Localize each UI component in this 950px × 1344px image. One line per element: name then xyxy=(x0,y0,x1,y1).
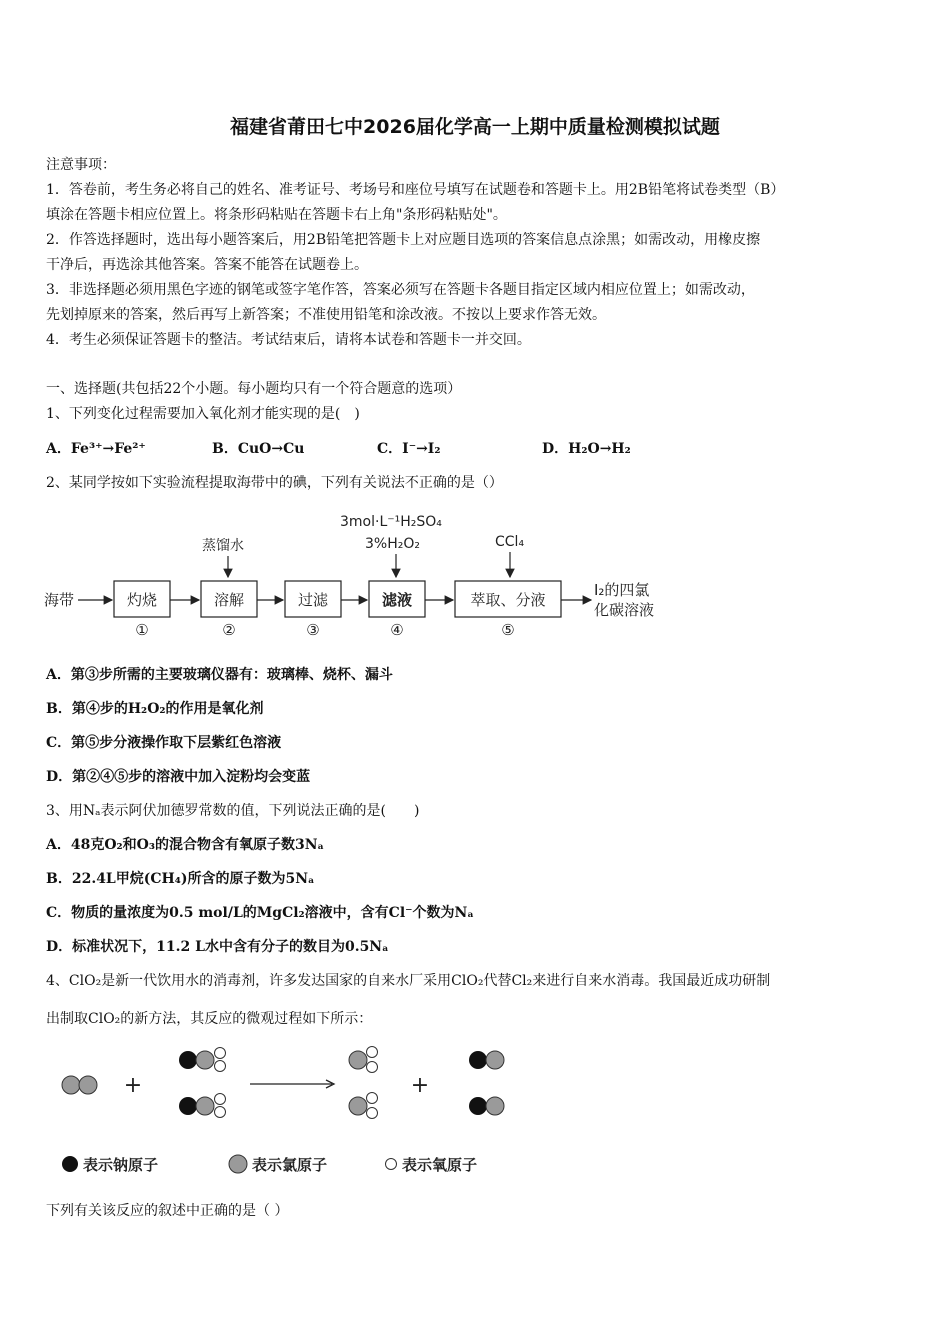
q1-option-d: D．H₂O→H₂ xyxy=(542,441,631,457)
reagent-h2so4: 3mol·L⁻¹H₂SO₄ xyxy=(340,514,442,530)
q2-option-d: D．第②④⑤步的溶液中加入淀粉均会变蓝 xyxy=(46,769,311,785)
q1-option-b: B．CuO→Cu xyxy=(212,441,305,457)
notice-line-1: 1．答卷前，考生务必将自己的姓名、准考证号、考场号和座位号填写在试题卷和答题卡上。用2B铅笔将试卷类型（B） xyxy=(46,182,785,198)
q4-stem-line2: 出制取ClO₂的新方法，其反应的微观过程如下所示： xyxy=(46,1011,373,1027)
plus-sign-2: + xyxy=(410,1073,430,1098)
legend-oxygen-label: 表示氧原子 xyxy=(402,1156,478,1174)
step5-label: 萃取、分液 xyxy=(470,591,546,609)
reagent-ccl4: CCl₄ xyxy=(495,534,525,550)
iodine-extraction-flowchart xyxy=(40,505,680,645)
legend-oxygen xyxy=(386,1156,478,1174)
q3-option-a: A．48克O₂和O₃的混合物含有氧原子数3Nₐ xyxy=(46,837,325,853)
notice-line-7: 4．考生必须保证答题卡的整洁。考试结束后，请将本试卷和答题卡一并交回。 xyxy=(46,332,531,348)
q4-stem-line1: 4、ClO₂是新一代饮用水的消毒剂，许多发达国家的自来水厂采用ClO₂代替Cl₂来进行自来水消毒。我国最近成功研制 xyxy=(46,973,771,989)
reagent-h2o2: 3%H₂O₂ xyxy=(365,536,420,552)
step2-label: 溶解 xyxy=(213,591,245,609)
q1-stem: 1、下列变化过程需要加入氧化剂才能实现的是( ) xyxy=(46,406,360,422)
page-title: 福建省莆田七中2026届化学高一上期中质量检测模拟试题 xyxy=(230,116,720,138)
q3-option-c: C．物质的量浓度为0.5 mol/L的MgCl₂溶液中，含有Cl⁻个数为Nₐ xyxy=(46,905,474,921)
notice-line-6: 先划掉原来的答案，然后再写上新答案；不准使用铅笔和涂改液。不按以上要求作答无效。 xyxy=(46,307,606,323)
notice-line-4: 干净后，再选涂其他答案。答案不能答在试题卷上。 xyxy=(46,257,368,273)
q1-option-a: A．Fe³⁺→Fe²⁺ xyxy=(46,441,146,457)
plus-sign-1: + xyxy=(123,1073,143,1098)
step3-number: ③ xyxy=(306,621,320,639)
q3-option-d: D．标准状况下，11.2 L水中含有分子的数目为0.5Nₐ xyxy=(46,939,389,955)
q2-option-c: C．第⑤步分液操作取下层紫红色溶液 xyxy=(46,735,282,751)
step5-number: ⑤ xyxy=(501,621,515,639)
q2-option-b: B．第④步的H₂O₂的作用是氧化剂 xyxy=(46,701,264,717)
q2-stem: 2、某同学按如下实验流程提取海带中的碘，下列有关说法不正确的是（） xyxy=(46,475,503,491)
notice-heading: 注意事项： xyxy=(46,157,116,173)
notice-line-2: 填涂在答题卡相应位置上。将条形码粘贴在答题卡右上角"条形码粘贴处"。 xyxy=(46,207,507,223)
legend-sodium xyxy=(62,1156,158,1174)
naclo2-molecule-1 xyxy=(179,1048,226,1072)
q2-option-a: A．第③步所需的主要玻璃仪器有：玻璃棒、烧杯、漏斗 xyxy=(46,667,393,683)
flow-end-line1: I₂的四氯 xyxy=(594,581,650,599)
step4-label: 滤液 xyxy=(381,591,413,609)
clo2-molecule-1 xyxy=(349,1047,378,1073)
notice-line-5: 3．非选择题必须用黑色字迹的钢笔或签字笔作答，答案必须写在答题卡各题目指定区域内相应位置上；如需改动， xyxy=(46,282,755,298)
clo2-molecule-2 xyxy=(349,1093,378,1119)
flow-end-line2: 化碳溶液 xyxy=(594,601,655,619)
nacl-molecule-2 xyxy=(469,1097,504,1115)
nacl-molecule-1 xyxy=(469,1051,504,1069)
step3-label: 过滤 xyxy=(297,591,329,609)
notice-line-3: 2．作答选择题时，选出每小题答案后，用2B铅笔把答题卡上对应题目选项的答案信息点涂黑；如需改动，用橡皮擦 xyxy=(46,232,761,248)
section-heading: 一、选择题(共包括22个小题。每小题均只有一个符合题意的选项） xyxy=(46,381,462,397)
step2-number: ② xyxy=(222,621,236,639)
legend-chlorine xyxy=(229,1155,327,1174)
reagent-water: 蒸馏水 xyxy=(202,538,244,554)
reaction-micro-diagram xyxy=(50,1040,570,1180)
naclo2-molecule-2 xyxy=(179,1094,226,1118)
legend-chlorine-label: 表示氯原子 xyxy=(252,1156,328,1174)
q4-question: 下列有关该反应的叙述中正确的是（ ） xyxy=(46,1203,289,1219)
q3-option-b: B．22.4L甲烷(CH₄)所含的原子数为5Nₐ xyxy=(46,871,315,887)
step1-label: 灼烧 xyxy=(126,591,158,609)
step1-number: ① xyxy=(135,621,149,639)
cl2-molecule xyxy=(62,1076,97,1094)
q3-stem: 3、用Nₐ表示阿伏加德罗常数的值，下列说法正确的是( ) xyxy=(46,803,420,819)
legend-sodium-label: 表示钠原子 xyxy=(83,1156,159,1174)
step4-number: ④ xyxy=(390,621,404,639)
q1-option-c: C．I⁻→I₂ xyxy=(377,441,441,457)
flow-start: 海带 xyxy=(44,591,75,609)
